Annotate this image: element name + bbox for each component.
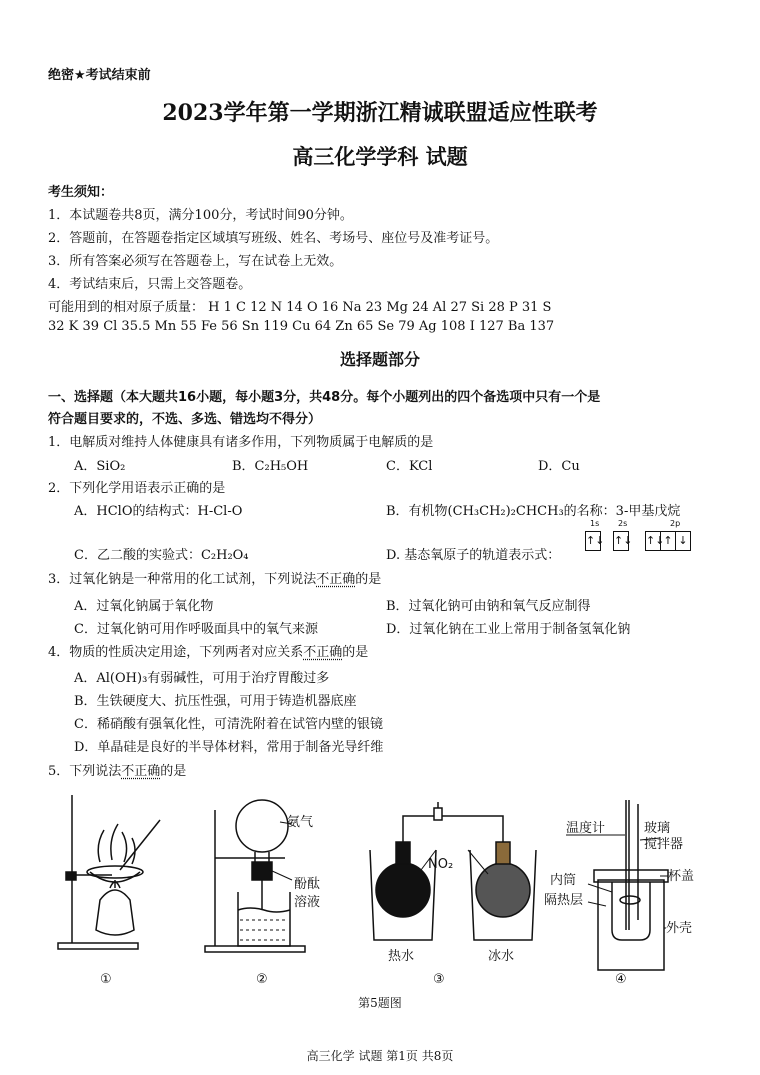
notice-item: 3．所有答案必须写在答题卷上，写在试卷上无效。 [48,254,343,269]
orbital-box-2s [613,531,633,551]
stem-text: 的是 [160,764,187,779]
figure-label-2: ② [256,972,268,987]
exam-subtitle: 高三化学学科 试题 [292,144,468,169]
fig4-thermometer-label: 温度计 [566,821,606,836]
notice-item: 4．考试结束后，只需上交答题卷。 [48,277,252,292]
stem-emphasis: 不正确 [303,645,343,660]
exam-title: 2023学年第一学期浙江精诚联盟适应性联考 [162,100,598,126]
q3-option-d: D．过氧化钠在工业上常用于制备氢氧化钠 [386,622,631,637]
fig4-insulation-label: 隔热层 [544,893,584,908]
q4-option-d: D．单晶硅是良好的半导体材料，常用于制备光导纤维 [74,740,384,755]
orbital-label-1s: 1s [590,519,600,528]
orbital-box-2p [645,531,691,551]
stem-text: 4．物质的性质决定用途，下列两者对应关系 [48,645,304,660]
fig4-stirrer-label-2: 搅拌器 [644,837,684,852]
question-5-stem [48,760,186,779]
figure-caption: 第5题图 [358,996,402,1010]
stem-emphasis: 不正确 [316,572,356,587]
stem-text: 的是 [355,572,382,587]
q1-option-a: A．SiO₂ [74,459,126,474]
page-footer: 高三化学 试题 第1页 共8页 [306,1049,454,1063]
fig2-indicator-label: 酚酞 [294,877,321,892]
question-3-stem [48,568,381,587]
fig2-solution-label: 溶液 [294,895,321,910]
stem-text: 3．过氧化钠是一种常用的化工试剂，下列说法 [48,572,317,587]
orbital-cell: ↑↓ [614,534,633,547]
q3-option-b: B．过氧化钠可由钠和氧气反应制得 [386,599,591,614]
fig2-gas-label: 氨气 [287,815,314,830]
q3-option-c: C．过氧化钠可用作呼吸面具中的氧气来源 [74,622,318,637]
q1-option-b: B．C₂H₅OH [232,459,309,474]
section-instructions: 一、选择题（本大题共16小题，每小题3分，共48分。每个小题列出的四个备选项中只有一个是 [48,390,601,405]
question-5-figure [0,780,760,1010]
notice-item: 1．本试题卷共8页，满分100分，考试时间90分钟。 [48,208,353,223]
orbital-box-1s [585,531,605,551]
notice-item: 2．答题前，在答题卷指定区域填写班级、姓名、考场号、座位号及准考证号。 [48,231,499,246]
orbital-label-2s: 2s [618,519,628,528]
apparatus-1-evaporation [58,795,160,949]
q3-option-a: A．过氧化钠属于氧化物 [74,599,214,614]
fig3-hot-label: 热水 [388,949,415,964]
q4-option-a: A．Al(OH)₃有弱碱性，可用于治疗胃酸过多 [74,671,330,686]
atomic-masses-line: 32 K 39 Cl 35.5 Mn 55 Fe 56 Sn 119 Cu 64 Zn 65 Se 79 Ag 108 I 127 Ba 137 [48,319,555,334]
secret-mark: 绝密★考试结束前 [48,68,151,83]
q4-option-c: C．稀硝酸有强氧化性，可清洗附着在试管内壁的银镜 [74,717,383,732]
fig4-inner-label: 内筒 [550,873,577,888]
stem-text: 的是 [342,645,369,660]
q2-option-c: C．乙二酸的实验式：C₂H₂O₄ [74,548,249,563]
q2-option-a: A．HClO的结构式：H-Cl-O [74,504,243,519]
figure-label-1: ① [100,972,112,987]
q4-option-b: B．生铁硬度大、抗压性强，可用于铸造机器底座 [74,694,357,709]
q2-option-d: D. 基态氧原子的轨道表示式： [386,548,561,563]
fig4-stirrer-label-1: 玻璃 [644,821,671,836]
atomic-masses-line: 可能用到的相对原子质量： H 1 C 12 N 14 O 16 Na 23 Mg 24 Al 27 Si 28 P 31 S [48,300,552,315]
orbital-cell: ↓ [675,532,690,550]
fig3-cold-label: 冰水 [488,949,515,964]
stem-text: 5．下列说法 [48,764,122,779]
fig4-lid-label: 杯盖 [668,869,695,884]
orbital-cell: ↑↓ [586,534,605,547]
orbital-label-2p: 2p [670,519,681,528]
q2-option-b: B．有机物(CH₃CH₂)₂CHCH₃的名称：3-甲基戊烷 [386,504,681,519]
notice-heading: 考生须知： [48,185,114,200]
section-instructions: 符合题目要求的，不选、多选、错选均不得分） [48,412,322,427]
orbital-cell: ↑↓ [646,534,665,547]
question-2-stem: 2．下列化学用语表示正确的是 [48,481,226,496]
fig4-shell-label: 外壳 [666,921,693,936]
figure-label-3: ③ [433,972,445,987]
question-1-stem: 1．电解质对维持人体健康具有诸多作用，下列物质属于电解质的是 [48,435,434,450]
q1-option-d: D．Cu [538,459,580,474]
stem-emphasis: 不正确 [121,764,161,779]
figure-label-4: ④ [615,972,627,987]
section-title: 选择题部分 [339,350,420,369]
question-4-stem [48,641,368,660]
q1-option-c: C．KCl [386,459,433,474]
fig3-gas-label: NO₂ [428,857,454,872]
orbital-cell: ↑ [660,532,675,550]
